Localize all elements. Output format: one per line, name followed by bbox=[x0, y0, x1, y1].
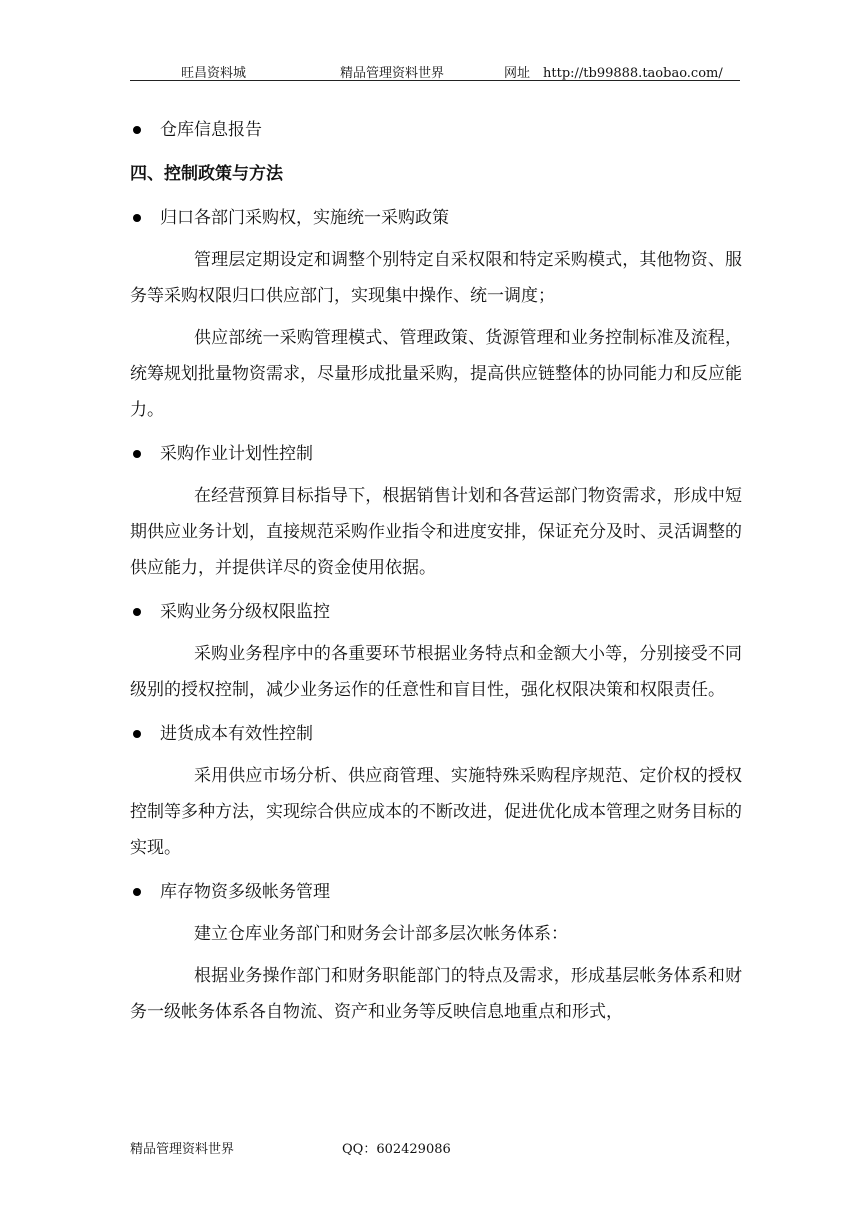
bullet-text: 仓库信息报告 bbox=[160, 120, 262, 140]
bullet-item bbox=[130, 594, 742, 630]
header-middle-text: 精品管理资料世界 bbox=[340, 66, 445, 81]
paragraph: 在经营预算目标指导下，根据销售计划和各营运部门物资需求，形成中短期供应业务计划，直接规范采购作业指令和进度安排，保证充分及时、灵活调整的供应能力，并提供详尽的资金使用依据。 bbox=[130, 486, 742, 578]
paragraph: 管理层定期设定和调整个别特定自采权限和特定采购模式，其他物资、服务等采购权限归口供应部门，实现集中操作、统一调度； bbox=[130, 250, 742, 306]
paragraph: 供应部统一采购管理模式、管理政策、货源管理和业务控制标准及流程，统筹规划批量物资需求，尽量形成批量采购，提高供应链整体的协同能力和反应能力。 bbox=[130, 328, 742, 420]
bullet-dot-icon bbox=[133, 608, 141, 616]
bullet-dot-icon bbox=[133, 888, 141, 896]
bullet-item bbox=[130, 112, 742, 148]
bullet-text: 归口各部门采购权，实施统一采购政策 bbox=[160, 208, 449, 228]
section-heading: 四、控制政策与方法 bbox=[130, 164, 283, 184]
header-divider bbox=[130, 80, 740, 81]
footer-qq-text: QQ：602429086 bbox=[342, 1142, 451, 1157]
bullet-item bbox=[130, 200, 742, 236]
header-website-text: 网址 http://tb99888.taobao.com/ bbox=[504, 66, 723, 81]
paragraph: 采购业务程序中的各重要环节根据业务特点和金额大小等，分别接受不同级别的授权控制，减少业务运作的任意性和盲目性，强化权限决策和权限责任。 bbox=[130, 644, 742, 700]
bullet-text: 进货成本有效性控制 bbox=[160, 724, 313, 744]
bullet-text: 采购作业计划性控制 bbox=[160, 444, 313, 464]
document-body bbox=[130, 104, 742, 1030]
page-header bbox=[0, 56, 868, 80]
paragraph: 根据业务操作部门和财务职能部门的特点及需求，形成基层帐务体系和财务一级帐务体系各自物流、资产和业务等反映信息地重点和形式， bbox=[130, 966, 742, 1022]
bullet-text: 采购业务分级权限监控 bbox=[160, 602, 330, 622]
paragraph: 建立仓库业务部门和财务会计部多层次帐务体系： bbox=[194, 924, 568, 944]
bullet-dot-icon bbox=[133, 214, 141, 222]
header-left-text: 旺昌资料城 bbox=[181, 66, 247, 81]
bullet-item bbox=[130, 436, 742, 472]
footer-left-text: 精品管理资料世界 bbox=[130, 1142, 235, 1157]
bullet-item bbox=[130, 874, 742, 910]
page-footer bbox=[130, 1138, 451, 1157]
bullet-dot-icon bbox=[133, 450, 141, 458]
bullet-text: 库存物资多级帐务管理 bbox=[160, 882, 330, 902]
bullet-dot-icon bbox=[133, 730, 141, 738]
bullet-item bbox=[130, 716, 742, 752]
bullet-dot-icon bbox=[133, 126, 141, 134]
paragraph: 采用供应市场分析、供应商管理、实施特殊采购程序规范、定价权的授权控制等多种方法，实现综合供应成本的不断改进，促进优化成本管理之财务目标的实现。 bbox=[130, 766, 742, 858]
